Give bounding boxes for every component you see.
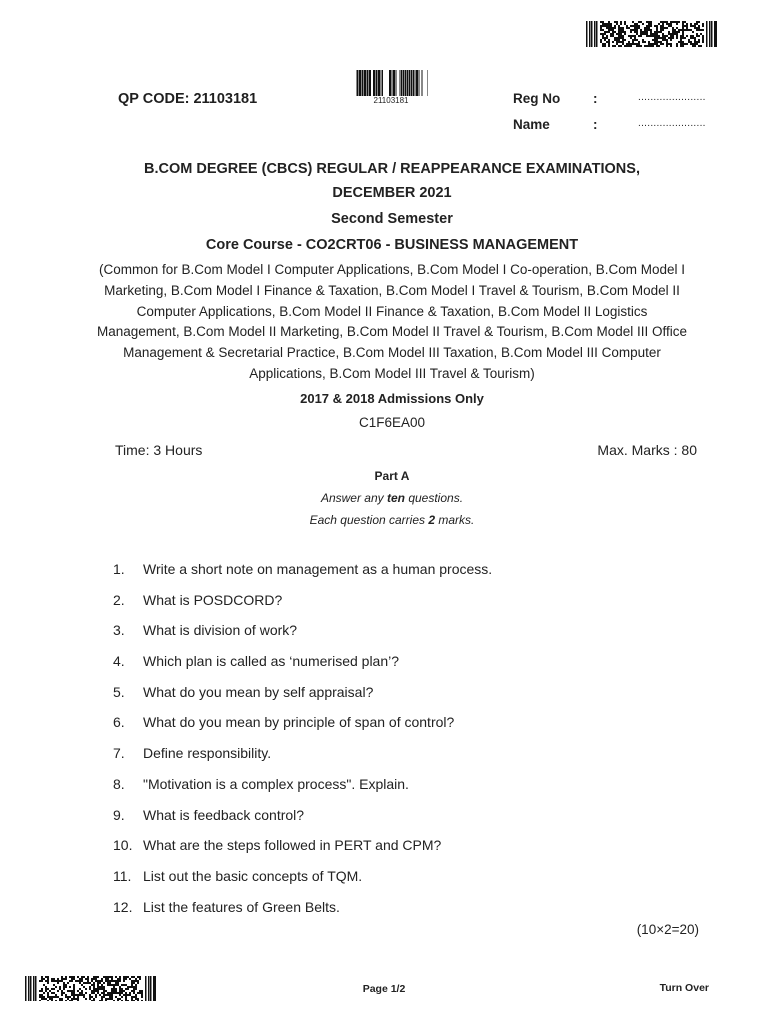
question-number: 4. [113,653,125,670]
exam-title-line2: DECEMBER 2021 [332,185,452,201]
question-text: What is feedback control? [143,806,305,823]
part-heading: Part A [374,469,410,483]
page-number: Page 1/2 [362,983,406,995]
name-field: ...................... [638,118,706,129]
reg-no-field: ...................... [638,92,706,103]
question-number: 8. [113,775,125,792]
instruction-text: Answer any [320,491,387,505]
semester: Second Semester [331,211,453,227]
question-number: 3. [113,622,125,639]
question-text: What do you mean by principle of span of control? [143,714,455,731]
part-total-marks: (10×2=20) [636,922,699,937]
course-title: Core Course - CO2CRT06 - BUSINESS MANAGEMENT [205,237,579,253]
question-number: 7. [113,745,125,762]
turn-over-label: Turn Over [659,982,709,994]
name-label: Name [513,117,550,132]
exam-title-line1: B.COM DEGREE (CBCS) REGULAR / REAPPEARANCE EXAMINATIONS, [144,161,640,177]
question-number: 10. [113,837,133,854]
barcode-number: 21103181 [373,96,409,105]
question-text: What is POSDCORD? [143,591,283,608]
question-number: 12. [113,898,133,915]
question-text: Which plan is called as ‘numerised plan’? [143,653,400,670]
reg-no-colon: : [593,91,598,106]
max-marks: Max. Marks : 80 [597,442,697,458]
paper-code: C1F6EA00 [358,415,426,430]
qp-code: QP CODE: 21103181 [118,91,258,107]
admissions: 2017 & 2018 Admissions Only [300,391,484,406]
reg-no-label: Reg No [513,91,561,106]
question-text: What do you mean by self appraisal? [143,683,374,700]
instruction-marks [0,513,768,527]
common-line: Marketing, B.Com Model I Finance & Taxation, B.Com Model I Travel & Tourism, B.Com Model II [104,282,680,298]
question-text: What is division of work? [143,622,298,639]
question-number: 2. [113,591,125,608]
question-text: List the features of Green Belts. [143,898,340,915]
question-number: 1. [113,561,125,577]
common-line: Management & Secretarial Practice, B.Com Model III Taxation, B.Com Model III Computer [123,345,661,361]
name-colon: : [593,117,598,132]
instruction-emphasis: ten [386,491,405,505]
question-number: 6. [113,714,125,731]
common-line: Computer Applications, B.Com Model II Finance & Taxation, B.Com Model II Logistics [136,303,648,319]
question-number: 11. [113,867,132,884]
question-text: Write a short note on management as a human process. [143,561,493,577]
instruction-text: questions. [404,491,464,505]
barcode-top-right [586,21,717,47]
question-text: "Motivation is a complex process". Explain. [143,775,409,792]
instruction-text: Each question carries [309,513,429,527]
instruction-emphasis: 2 [428,513,436,527]
time-allowed: Time: 3 Hours [115,442,203,458]
barcode-center [354,70,428,96]
question-text: Define responsibility. [143,745,272,762]
question-text: What are the steps followed in PERT and CPM? [143,837,442,854]
question-text: List out the basic concepts of TQM. [143,867,363,884]
instruction-answer [0,491,768,505]
common-line: Management, B.Com Model II Marketing, B.Com Model II Travel & Tourism, B.Com Model III Office [97,324,687,340]
common-line: Applications, B.Com Model III Travel & Tourism) [249,365,535,381]
common-for-note [84,260,700,385]
question-number: 9. [113,806,125,823]
common-line: (Common for B.Com Model I Computer Applications, B.Com Model I Co-operation, B.Com Model I [99,262,685,277]
question-number: 5. [113,683,125,700]
instruction-text: marks. [435,513,475,527]
